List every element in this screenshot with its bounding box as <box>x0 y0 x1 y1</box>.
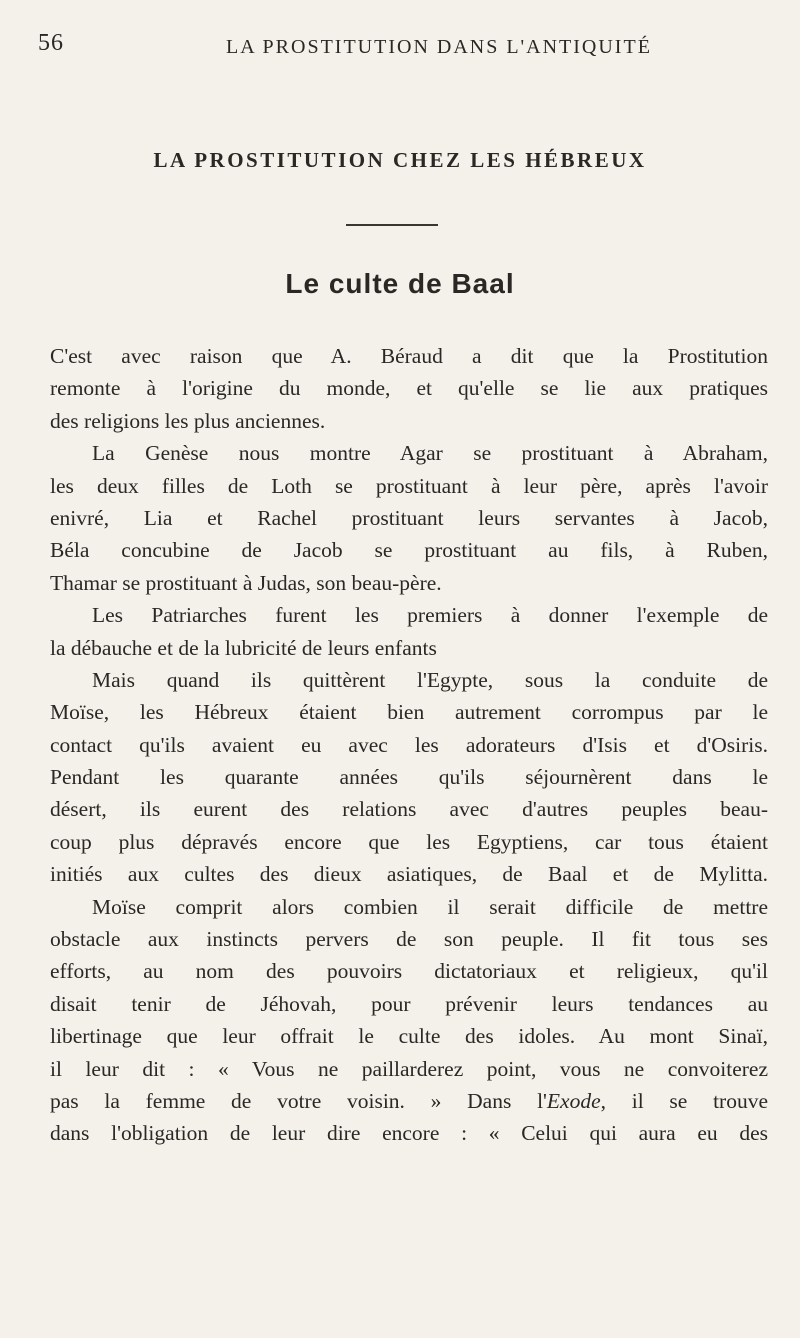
text-line: disait tenir de Jéhovah, pour prévenir leurs tendances au <box>50 991 768 1016</box>
text-line: Moïse, les Hébreux étaient bien autrement corrompus par le <box>50 700 768 725</box>
text-line: la débauche et de la lubricité de leurs enfants <box>50 635 437 660</box>
text-line: Pendant les quarante années qu'ils séjournèrent dans le <box>50 765 768 790</box>
text-fragment: , il se trouve <box>600 1088 768 1113</box>
text-line: les deux filles de Loth se prostituant à leur père, après l'avoir <box>50 473 768 498</box>
text-line: C'est avec raison que A. Béraud a dit que la Prostitution <box>50 344 768 368</box>
text-line: enivré, Lia et Rachel prostituant leurs servantes à Jacob, <box>50 505 768 530</box>
text-line: Béla concubine de Jacob se prostituant au fils, à Ruben, <box>50 538 768 563</box>
text-line: La Genèse nous montre Agar se prostituant à Abraham, <box>92 441 768 466</box>
text-line: il leur dit : « Vous ne paillarderez point, vous ne convoiterez <box>50 1056 768 1081</box>
body-text <box>50 340 768 1150</box>
text-line: contact qu'ils avaient eu avec les adorateurs d'Isis et d'Osiris. <box>50 732 768 757</box>
section-title: Le culte de Baal <box>285 268 515 299</box>
running-head: LA PROSTITUTION DANS L'ANTIQUITÉ <box>226 36 652 58</box>
text-line: désert, ils eurent des relations avec d'autres peuples beau- <box>50 797 768 822</box>
text-line: Les Patriarches furent les premiers à donner l'exemple de <box>92 603 768 628</box>
text-line: remonte à l'origine du monde, et qu'elle se lie aux pratiques <box>50 376 768 401</box>
text-line: Moïse comprit alors combien il serait difficile de mettre <box>92 894 768 919</box>
text-line: coup plus dépravés encore que les Egyptiens, car tous étaient <box>50 829 768 854</box>
text-line: efforts, au nom des pouvoirs dictatoriaux et religieux, qu'il <box>50 959 768 984</box>
text-line: des religions les plus anciennes. <box>50 408 326 433</box>
text-line <box>50 1085 768 1117</box>
text-line: libertinage que leur offrait le culte des idoles. Au mont Sinaï, <box>50 1024 768 1049</box>
text-line: initiés aux cultes des dieux asiatiques, de Baal et de Mylitta. <box>50 862 768 887</box>
text-line: Thamar se prostituant à Judas, son beau-père. <box>50 570 442 595</box>
title-rule <box>346 224 438 226</box>
text-fragment: pas la femme de votre voisin. » Dans l' <box>50 1088 547 1113</box>
text-line: dans l'obligation de leur dire encore : « Celui qui aura eu des <box>50 1121 768 1146</box>
chapter-title: LA PROSTITUTION CHEZ LES HÉBREUX <box>153 148 647 172</box>
italic-word-exode: Exode <box>546 1088 601 1113</box>
text-line: Mais quand ils quittèrent l'Egypte, sous la conduite de <box>92 667 768 692</box>
page-number: 56 <box>38 30 64 56</box>
text-line: obstacle aux instincts pervers de son peuple. Il fit tous ses <box>50 927 768 952</box>
